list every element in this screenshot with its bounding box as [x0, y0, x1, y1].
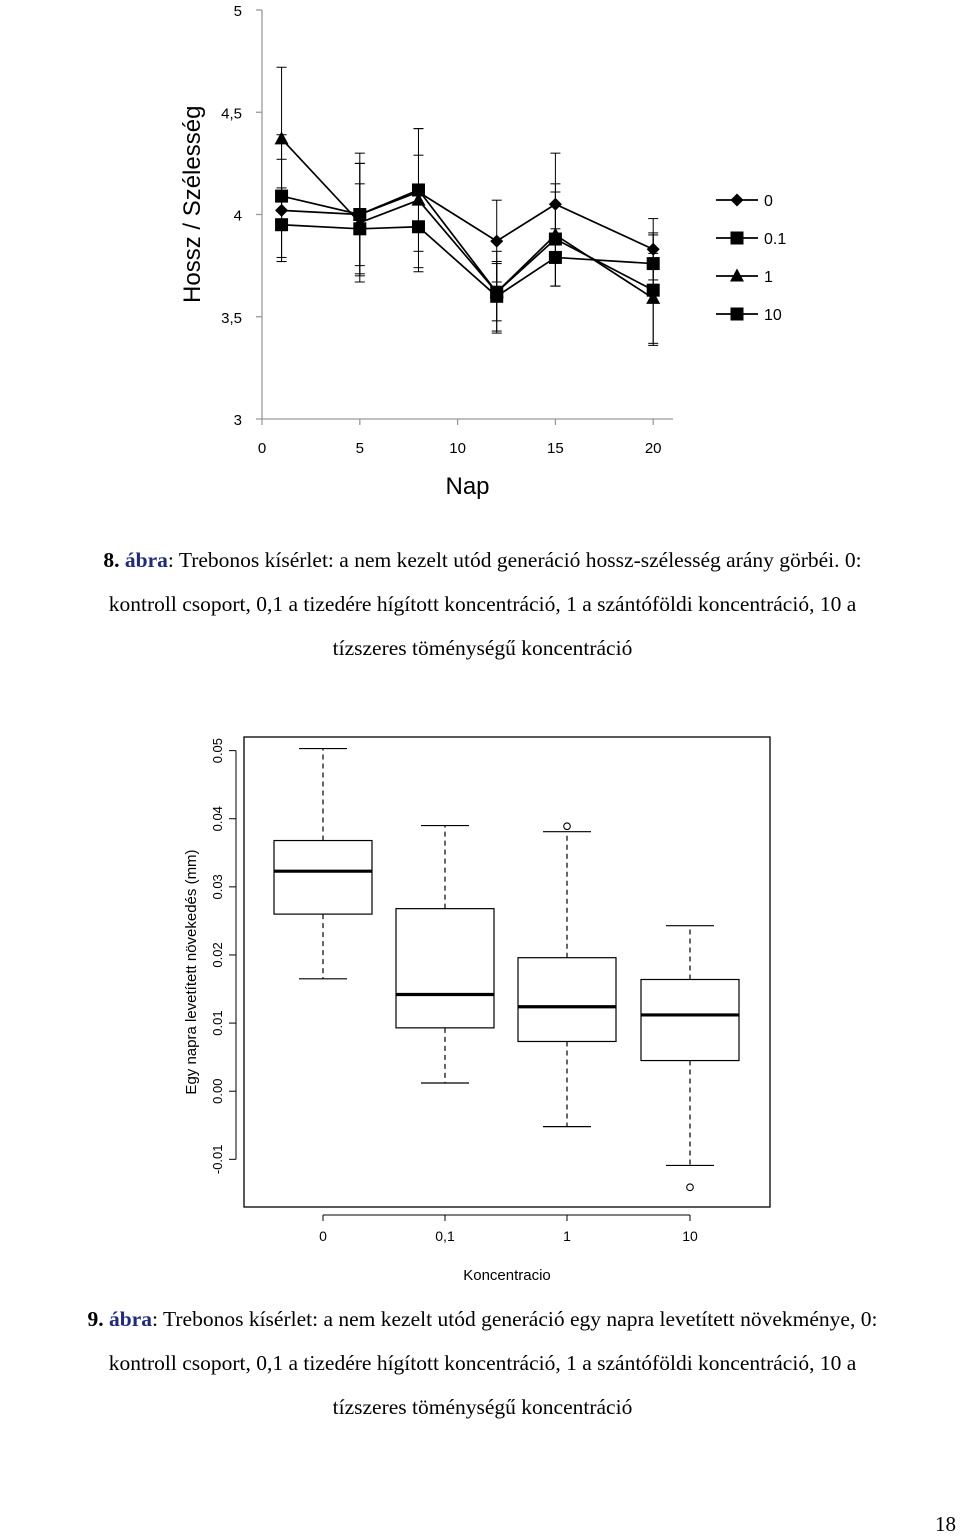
- figure-number: 8.: [103, 548, 120, 572]
- legend-label: 0.1: [764, 231, 787, 248]
- caption-text: : Trebonos kísérlet: a nem kezelt utód generáció hossz-szélesség arány görbéi. 0:: [167, 548, 862, 572]
- data-point: [353, 208, 366, 221]
- box-iqr: [274, 841, 372, 915]
- x-tick-label: 0,1: [435, 1228, 455, 1244]
- data-point: [412, 183, 425, 196]
- data-point: [490, 286, 503, 299]
- data-point: [275, 190, 288, 203]
- y-axis-label: Hossz / Szélesség: [179, 105, 206, 303]
- x-axis-label: Koncentracio: [463, 1267, 551, 1284]
- y-tick-label: 4: [233, 207, 242, 225]
- outlier-point: [687, 1184, 694, 1191]
- x-tick-label: 0: [257, 440, 267, 457]
- chart-axes: [221, 3, 673, 457]
- y-axis-label: Egy napra levetített növekedés (mm): [183, 849, 200, 1095]
- caption-text: : Trebonos kísérlet: a nem kezelt utód generáció egy napra levetített növekménye, 0:: [152, 1307, 878, 1331]
- x-tick-label: 0: [319, 1228, 327, 1244]
- figure-number: 9.: [87, 1307, 104, 1331]
- chart-legend: [716, 193, 786, 324]
- x-tick-label: 5: [355, 440, 364, 457]
- box-0: [274, 749, 372, 979]
- data-point: [549, 233, 562, 246]
- caption-line: [20, 538, 945, 582]
- legend-label: 1: [764, 269, 773, 286]
- series-line: [282, 190, 654, 292]
- legend-marker: [730, 269, 744, 282]
- page-number: 18: [935, 1512, 956, 1536]
- y-tick-label: 0.04: [210, 806, 225, 832]
- y-tick-label: 0.03: [210, 874, 225, 900]
- box-iqr: [396, 909, 494, 1028]
- figure-word: ábra: [109, 1307, 153, 1331]
- series-10: [275, 129, 660, 346]
- y-tick-label: 3: [233, 412, 242, 429]
- legend-marker: [731, 308, 744, 321]
- data-point: [490, 235, 503, 248]
- x-tick-label: 15: [547, 440, 564, 457]
- caption-line: kontroll csoport, 0,1 a tizedére hígított koncentráció, 1 a szántóföldi koncentráció, 10 a: [108, 592, 857, 616]
- box-iqr: [641, 979, 739, 1060]
- y-tick-label: 0.01: [210, 1010, 225, 1036]
- box-1: [518, 823, 616, 1127]
- legend-label: 0: [764, 193, 773, 210]
- caption-line: kontroll csoport, 0,1 a tizedére hígított koncentráció, 1 a szántóföldi koncentráció, 10 a: [108, 1351, 857, 1375]
- box-10: [641, 926, 739, 1191]
- y-tick-label: 0.05: [210, 737, 225, 764]
- outlier-point: [564, 823, 571, 830]
- y-tick-label: 5: [233, 3, 242, 20]
- line-chart: [0, 0, 960, 510]
- x-tick-label: 10: [449, 440, 466, 457]
- caption-line: tízszeres töménységű koncentráció: [332, 636, 633, 660]
- box-iqr: [518, 958, 616, 1042]
- legend-marker: [731, 194, 744, 207]
- data-point: [647, 284, 660, 297]
- x-tick-label: 10: [682, 1228, 698, 1244]
- legend-marker: [731, 232, 744, 245]
- series-line: [282, 192, 654, 249]
- y-tick-label: 4,5: [221, 105, 242, 123]
- x-axis-label: Nap: [445, 473, 490, 500]
- y-tick-label: 0.00: [210, 1078, 225, 1104]
- y-tick-label: 0.02: [210, 942, 225, 968]
- series-1: [275, 67, 661, 343]
- figure-9-caption: [20, 1297, 945, 1429]
- caption-line: [20, 1297, 945, 1341]
- series-line: [282, 139, 654, 299]
- figure-word: ábra: [124, 548, 168, 572]
- chart-series: [275, 67, 661, 345]
- chart-boxes: [274, 749, 739, 1191]
- caption-line: tízszeres töménységű koncentráció: [332, 1395, 633, 1419]
- y-tick-label: 3,5: [221, 309, 242, 327]
- x-tick-label: 1: [563, 1228, 571, 1244]
- figure-8-caption: [20, 538, 945, 670]
- legend-label: 10: [764, 307, 782, 324]
- box-plot: [0, 725, 960, 1290]
- box-0,1: [396, 826, 494, 1083]
- x-tick-label: 20: [644, 440, 662, 457]
- y-tick-label: -0.01: [210, 1144, 225, 1175]
